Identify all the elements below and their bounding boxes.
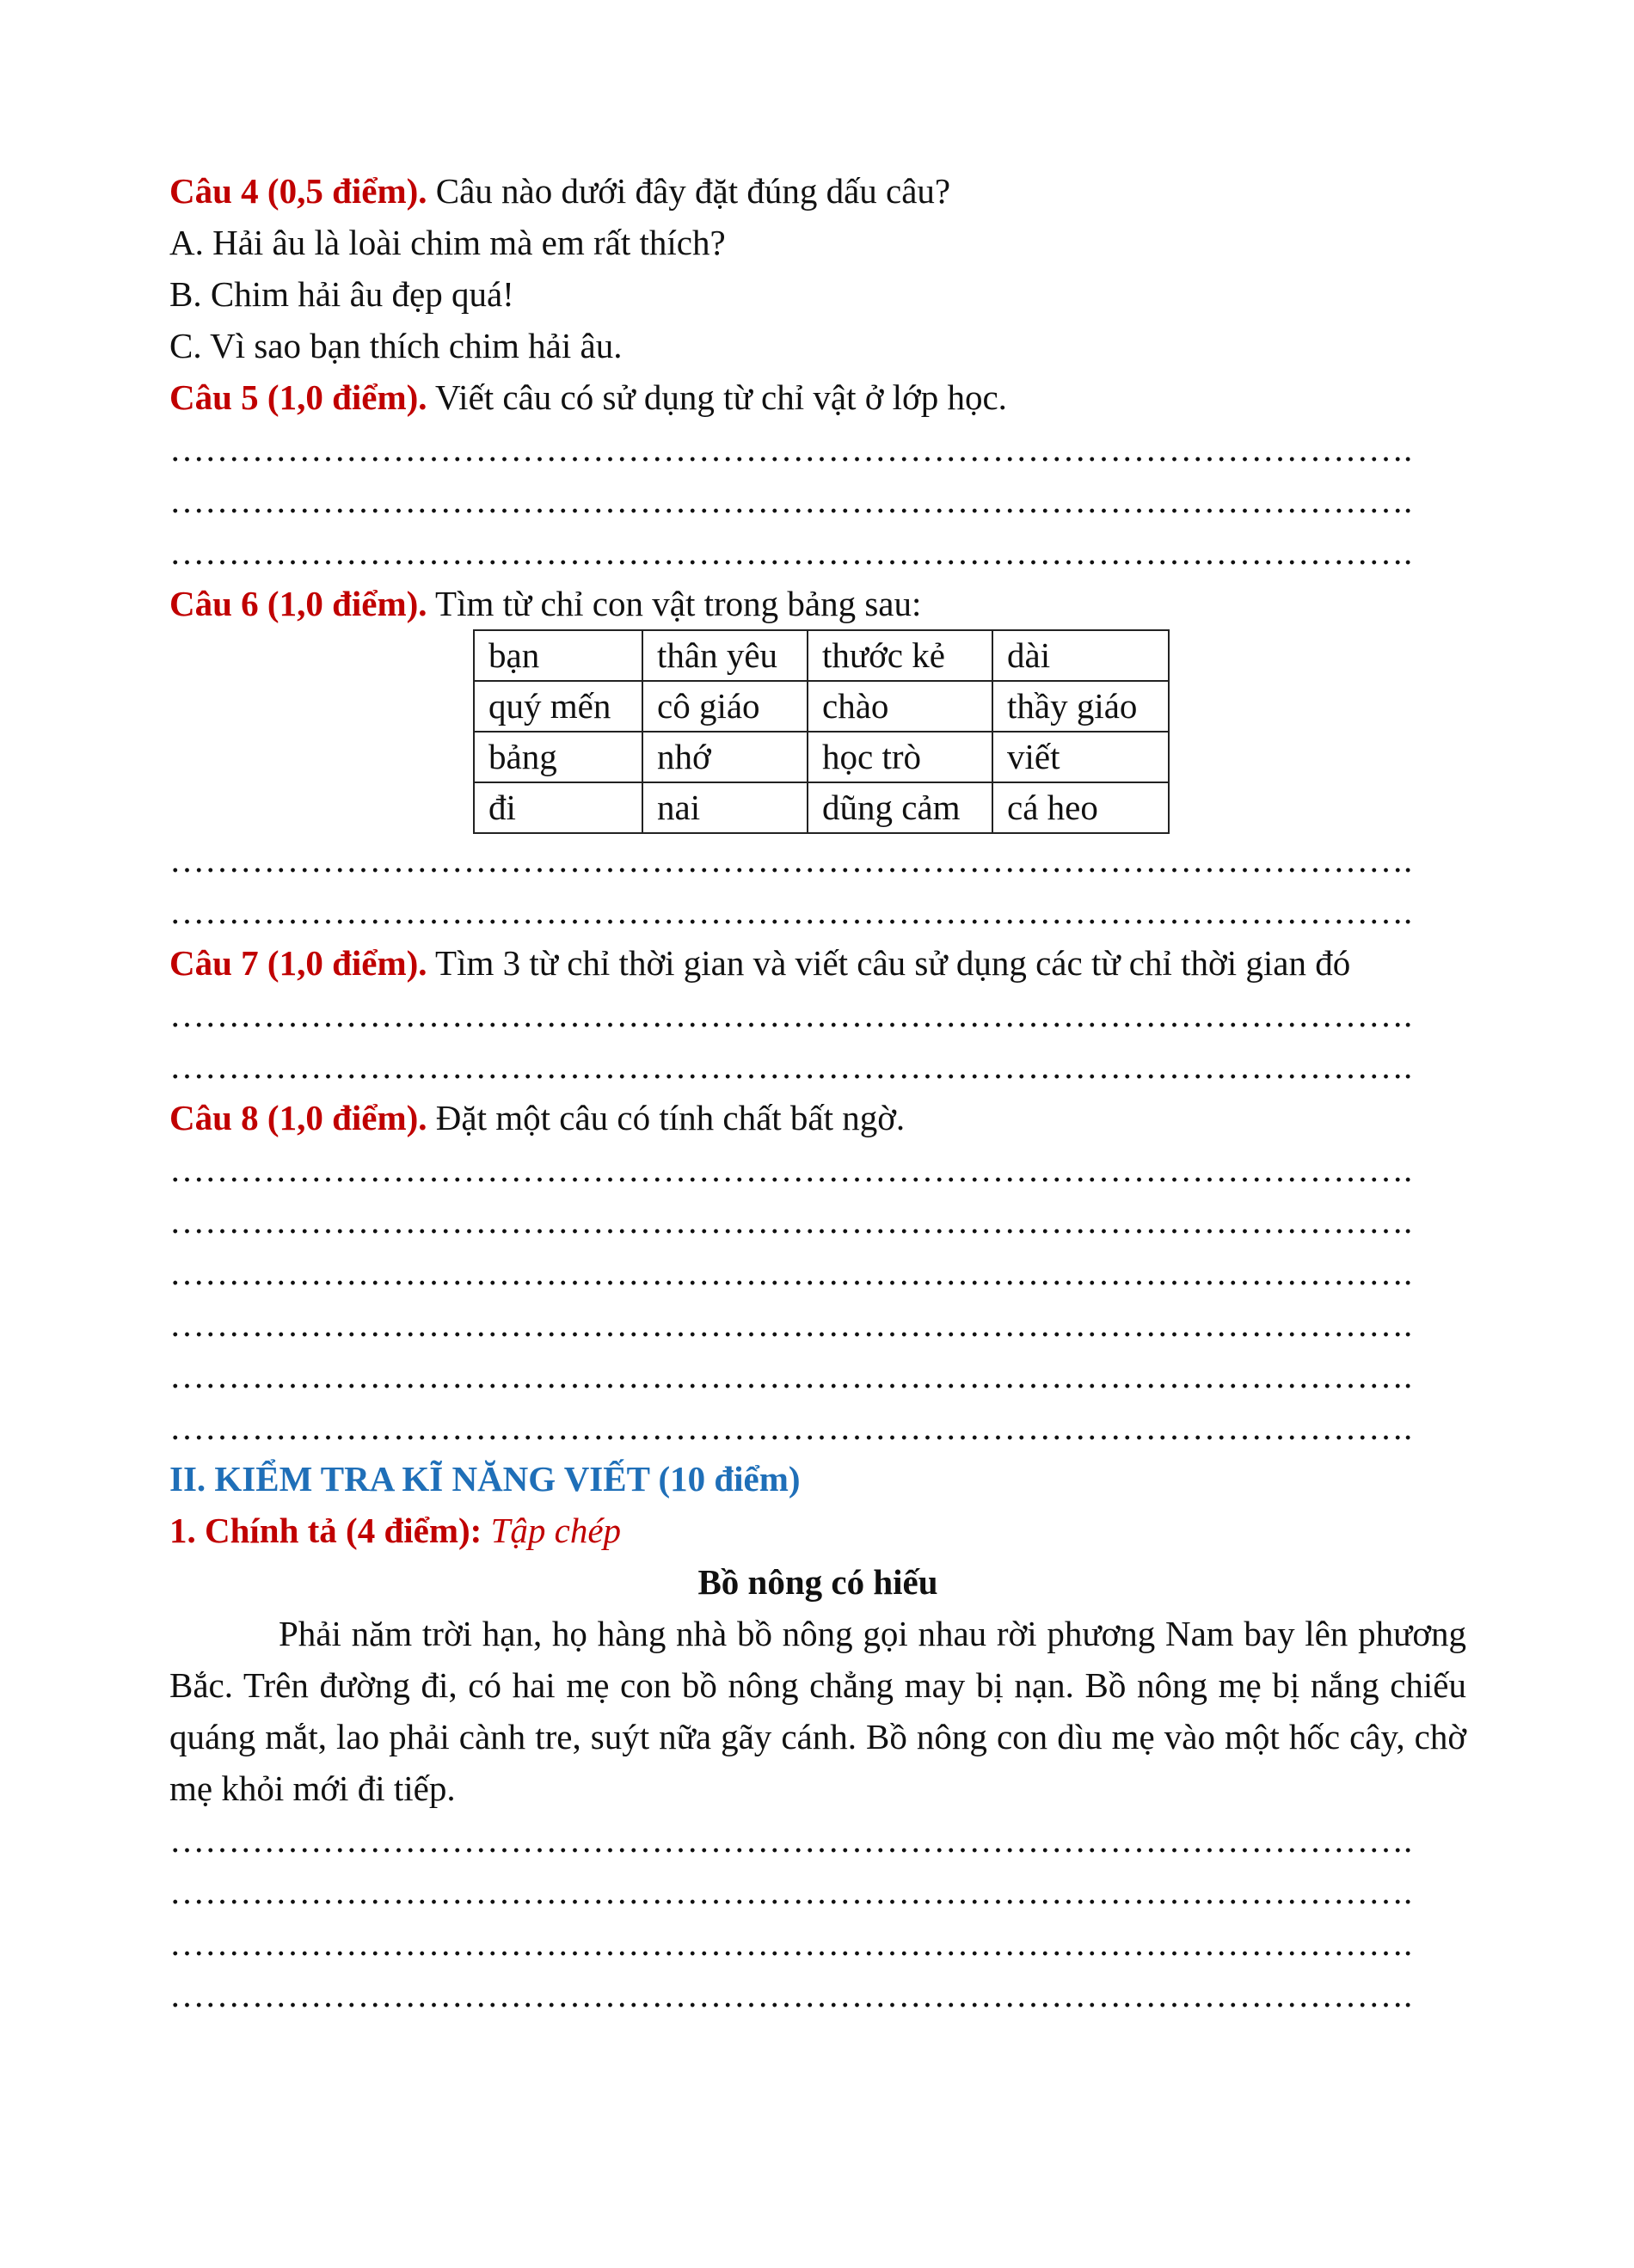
table-cell: học trò bbox=[808, 732, 992, 782]
question-7 bbox=[169, 937, 1466, 989]
word-table bbox=[473, 629, 1170, 834]
question-5-text: Viết câu có sử dụng từ chỉ vật ở lớp học. bbox=[427, 377, 1007, 417]
table-cell: chào bbox=[808, 681, 992, 732]
part-1-task: Tập chép bbox=[482, 1511, 622, 1550]
answer-line: ……………………………………………………………………………………………. bbox=[169, 481, 1413, 520]
question-4-option-b: B. Chim hải âu đẹp quá! bbox=[169, 274, 514, 314]
question-7-label: Câu 7 (1,0 điểm). bbox=[169, 943, 427, 983]
question-8 bbox=[169, 1092, 1466, 1143]
question-4-option-c: C. Vì sao bạn thích chim hải âu. bbox=[169, 326, 623, 365]
answer-line: ……………………………………………………………………………………………. bbox=[169, 532, 1413, 572]
question-5 bbox=[169, 371, 1466, 423]
worksheet-page bbox=[169, 165, 1466, 2020]
table-cell: nai bbox=[642, 782, 808, 833]
answer-line: ……………………………………………………………………………………………. bbox=[169, 1820, 1413, 1860]
table-row bbox=[474, 630, 1169, 681]
answer-line: ……………………………………………………………………………………………. bbox=[169, 1407, 1413, 1447]
table-cell: đi bbox=[474, 782, 642, 833]
table-cell: viết bbox=[992, 732, 1169, 782]
table-cell: thân yêu bbox=[642, 630, 808, 681]
part-1-label: 1. Chính tả (4 điểm): bbox=[169, 1511, 482, 1550]
question-6-text: Tìm từ chỉ con vật trong bảng sau: bbox=[427, 584, 922, 623]
answer-line: ……………………………………………………………………………………………. bbox=[169, 1304, 1413, 1344]
question-7-text: Tìm 3 từ chỉ thời gian và viết câu sử dụng các từ chỉ thời gian đó bbox=[427, 943, 1351, 983]
answer-line: ……………………………………………………………………………………………. bbox=[169, 1923, 1413, 1963]
question-6-label: Câu 6 (1,0 điểm). bbox=[169, 584, 427, 623]
question-4-text: Câu nào dưới đây đặt đúng dấu câu? bbox=[427, 171, 951, 211]
question-4 bbox=[169, 165, 1466, 217]
table-cell: thầy giáo bbox=[992, 681, 1169, 732]
answer-line: ……………………………………………………………………………………………. bbox=[169, 892, 1413, 931]
question-4-label: Câu 4 (0,5 điểm). bbox=[169, 171, 427, 211]
table-cell: nhớ bbox=[642, 732, 808, 782]
answer-line: ……………………………………………………………………………………………. bbox=[169, 1149, 1413, 1189]
passage-title: Bồ nông có hiếu bbox=[697, 1562, 938, 1602]
table-cell: bạn bbox=[474, 630, 642, 681]
table-cell: quý mến bbox=[474, 681, 642, 732]
table-cell: bảng bbox=[474, 732, 642, 782]
answer-line: ……………………………………………………………………………………………. bbox=[169, 1872, 1413, 1911]
section-2-part-1 bbox=[169, 1505, 1466, 1556]
question-8-label: Câu 8 (1,0 điểm). bbox=[169, 1098, 427, 1137]
table-row bbox=[474, 732, 1169, 782]
table-cell: cô giáo bbox=[642, 681, 808, 732]
question-4-option-a: A. Hải âu là loài chim mà em rất thích? bbox=[169, 223, 726, 262]
answer-line: ……………………………………………………………………………………………. bbox=[169, 1046, 1413, 1086]
answer-line: ……………………………………………………………………………………………. bbox=[169, 1201, 1413, 1241]
answer-line: ……………………………………………………………………………………………. bbox=[169, 1975, 1413, 2014]
answer-line: ……………………………………………………………………………………………. bbox=[169, 429, 1413, 469]
table-cell: dài bbox=[992, 630, 1169, 681]
answer-line: ……………………………………………………………………………………………. bbox=[169, 1253, 1413, 1292]
question-6 bbox=[169, 578, 1466, 629]
table-cell: cá heo bbox=[992, 782, 1169, 833]
question-5-label: Câu 5 (1,0 điểm). bbox=[169, 377, 427, 417]
table-cell: thước kẻ bbox=[808, 630, 992, 681]
answer-line: ……………………………………………………………………………………………. bbox=[169, 840, 1413, 880]
table-row bbox=[474, 782, 1169, 833]
question-8-text: Đặt một câu có tính chất bất ngờ. bbox=[427, 1098, 906, 1137]
table-row bbox=[474, 681, 1169, 732]
answer-line: ……………………………………………………………………………………………. bbox=[169, 995, 1413, 1034]
answer-line: ……………………………………………………………………………………………. bbox=[169, 1356, 1413, 1395]
table-cell: dũng cảm bbox=[808, 782, 992, 833]
passage-text: Phải năm trời hạn, họ hàng nhà bồ nông gọi nhau rời phương Nam bay lên phương Bắc. Trên đường đi, có hai mẹ con bồ nông chẳng may bị nạn. Bồ nông mẹ bị nắng chiếu quáng mắt, lao phải cành tre, suýt nữa gãy cánh. Bồ nông con dìu mẹ vào một hốc cây, chờ mẹ khỏi mới đi tiếp. bbox=[169, 1614, 1466, 1808]
section-2-title: II. KIỂM TRA KĨ NĂNG VIẾT (10 điểm) bbox=[169, 1459, 801, 1499]
